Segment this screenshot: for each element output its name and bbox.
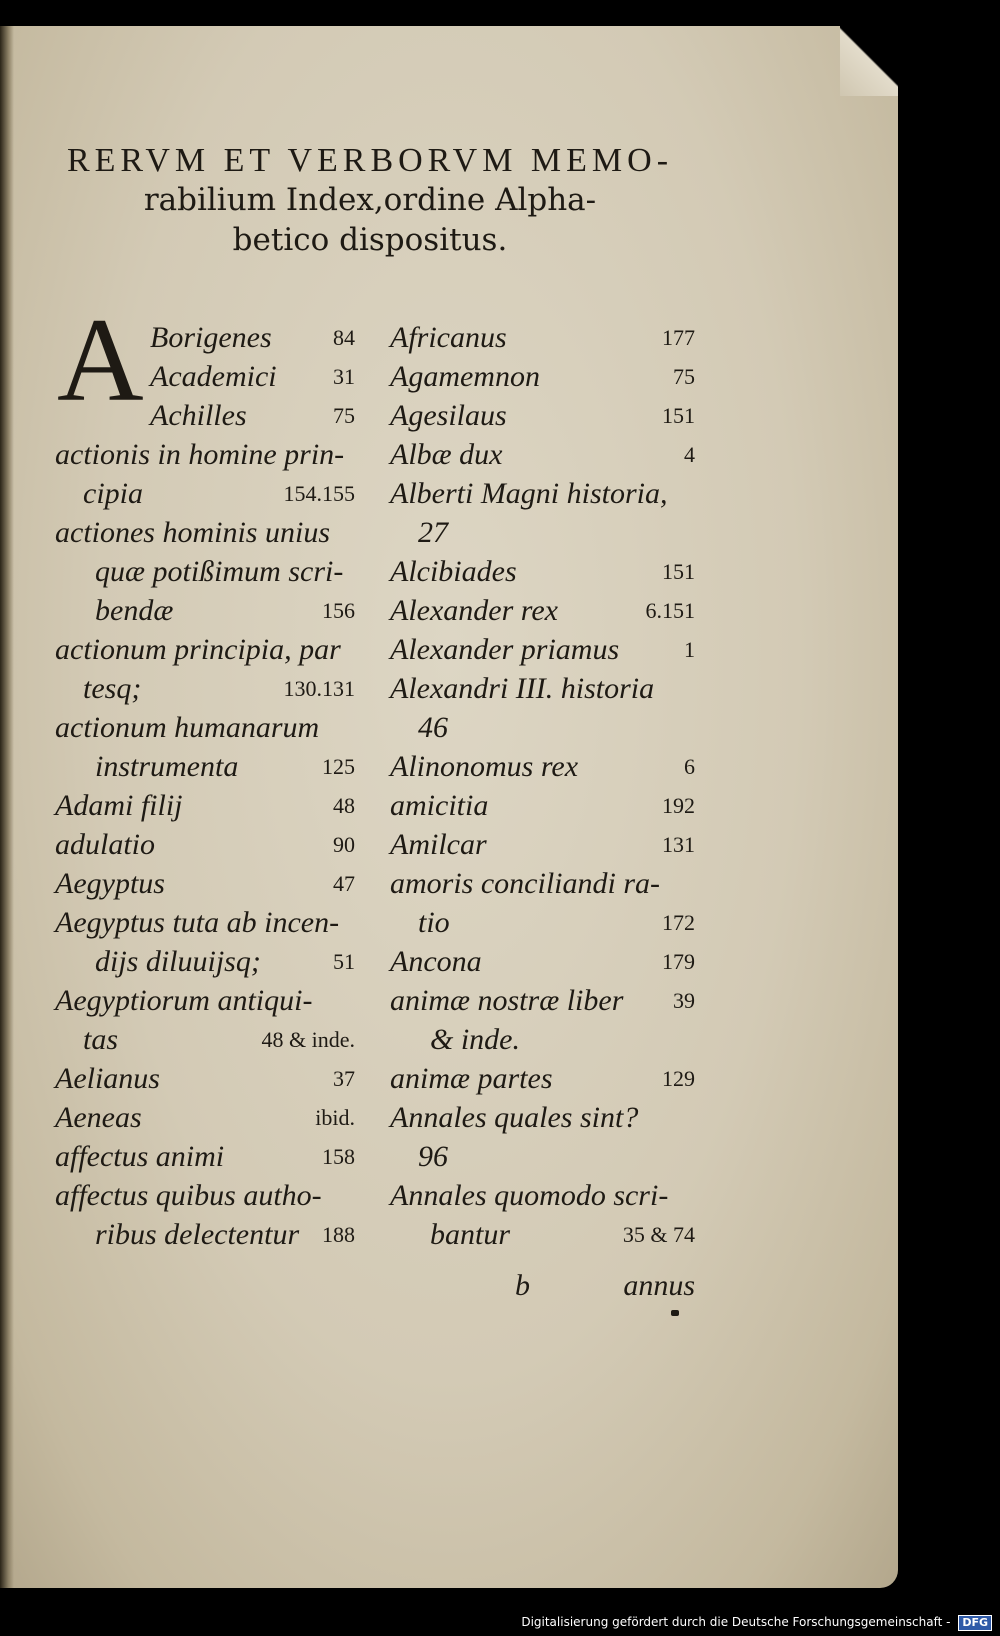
index-entry bbox=[55, 1176, 355, 1215]
entry-page-number: 37 bbox=[333, 1066, 355, 1091]
index-entry bbox=[390, 981, 695, 1020]
index-entry bbox=[55, 357, 355, 396]
entry-term: Ancona bbox=[390, 945, 482, 978]
entry-page-number: 31 bbox=[333, 364, 355, 389]
index-entry bbox=[55, 1020, 355, 1059]
entry-page-number: 151 bbox=[662, 559, 695, 584]
entry-term: affectus animi bbox=[55, 1140, 225, 1173]
entry-page-number: 90 bbox=[333, 832, 355, 857]
index-entry bbox=[390, 1098, 695, 1137]
entry-term: Borigenes bbox=[150, 321, 272, 354]
index-heading bbox=[40, 142, 700, 260]
entry-term: Annales quales sint? bbox=[390, 1101, 639, 1134]
index-entry bbox=[55, 981, 355, 1020]
index-entry bbox=[390, 591, 695, 630]
entry-term: Albæ dux bbox=[390, 438, 503, 471]
entry-page-number: 179 bbox=[662, 949, 695, 974]
entry-page-number: ibid. bbox=[315, 1105, 355, 1130]
entry-page-number: 130.131 bbox=[283, 676, 355, 701]
entry-term: Aegyptiorum antiqui- bbox=[55, 984, 313, 1017]
entry-term: bendæ bbox=[95, 594, 174, 627]
heading-line-3: betico dispositus. bbox=[232, 222, 508, 258]
drop-cap: A bbox=[57, 293, 144, 426]
entry-page-number: 154.155 bbox=[283, 481, 355, 506]
index-entry bbox=[55, 864, 355, 903]
entry-page-number: 84 bbox=[333, 325, 355, 350]
entry-term: Adami filij bbox=[55, 789, 183, 822]
entry-term: 46 bbox=[418, 711, 448, 744]
index-entry bbox=[390, 903, 695, 942]
index-entry bbox=[390, 669, 695, 708]
index-entry bbox=[55, 747, 355, 786]
entry-page-number: 131 bbox=[662, 832, 695, 857]
index-entry bbox=[55, 513, 355, 552]
entry-page-number: 151 bbox=[662, 403, 695, 428]
index-entry bbox=[55, 903, 355, 942]
index-entry bbox=[55, 396, 355, 435]
entry-page-number: 51 bbox=[333, 949, 355, 974]
entry-page-number: 47 bbox=[333, 871, 355, 896]
entry-term: Agamemnon bbox=[390, 360, 540, 393]
entry-term: actionum principia, par bbox=[55, 633, 341, 666]
index-entry bbox=[55, 942, 355, 981]
index-entry bbox=[55, 669, 355, 708]
entry-term: Achilles bbox=[150, 399, 247, 432]
index-entry bbox=[390, 630, 695, 669]
digitization-footer bbox=[521, 1612, 992, 1632]
entry-term: Aegyptus bbox=[55, 867, 165, 900]
index-column-left bbox=[55, 318, 355, 1254]
entry-term: amoris conciliandi ra- bbox=[390, 867, 660, 900]
ink-dot bbox=[671, 1310, 679, 1316]
entry-page-number: 75 bbox=[333, 403, 355, 428]
page-gutter-shadow bbox=[0, 26, 14, 1588]
index-entry bbox=[390, 1137, 695, 1176]
catchword: annus bbox=[623, 1269, 695, 1302]
entry-page-number: 177 bbox=[662, 325, 695, 350]
heading-line-2: rabilium Index,ordine Alpha- bbox=[143, 182, 597, 218]
entry-term: Alberti Magni historia, bbox=[390, 477, 668, 510]
index-entry bbox=[390, 747, 695, 786]
entry-term: bantur bbox=[430, 1218, 511, 1251]
index-entry bbox=[390, 825, 695, 864]
entry-term: Alexandri III. historia bbox=[390, 672, 655, 705]
entry-page-number: 48 bbox=[333, 793, 355, 818]
index-entry bbox=[55, 474, 355, 513]
index-entry bbox=[390, 435, 695, 474]
index-column-right bbox=[390, 318, 695, 1254]
entry-page-number: 48 & inde. bbox=[261, 1027, 355, 1052]
index-entry bbox=[390, 357, 695, 396]
entry-term: Alexander rex bbox=[390, 594, 558, 627]
entry-term: Academici bbox=[150, 360, 277, 393]
entry-page-number: 39 bbox=[673, 988, 695, 1013]
entry-term: affectus quibus autho- bbox=[55, 1179, 322, 1212]
index-entry bbox=[55, 318, 355, 357]
dfg-logo: DFG bbox=[958, 1615, 992, 1631]
entry-page-number: 1 bbox=[684, 637, 695, 662]
index-entry bbox=[55, 1098, 355, 1137]
entry-term: & inde. bbox=[430, 1023, 520, 1056]
index-entry bbox=[390, 786, 695, 825]
entry-page-number: 125 bbox=[322, 754, 355, 779]
entry-term: tas bbox=[83, 1023, 119, 1056]
entry-term: amicitia bbox=[390, 789, 489, 822]
page-bottom-line bbox=[390, 1266, 695, 1305]
entry-term: ribus delectentur bbox=[95, 1218, 300, 1251]
index-entry bbox=[390, 396, 695, 435]
index-entry bbox=[55, 1215, 355, 1254]
index-entry bbox=[390, 864, 695, 903]
entry-term: Africanus bbox=[390, 321, 507, 354]
index-entry bbox=[55, 630, 355, 669]
heading-line-1: RERVM ET VERBORVM MEMO- bbox=[66, 142, 674, 179]
index-entry bbox=[55, 435, 355, 474]
index-entry bbox=[390, 1020, 695, 1059]
index-entry bbox=[55, 825, 355, 864]
entry-term: tesq; bbox=[83, 672, 142, 705]
entry-term: cipia bbox=[83, 477, 143, 510]
entry-page-number: 6.151 bbox=[645, 598, 695, 623]
index-entry bbox=[390, 942, 695, 981]
signature-mark: b bbox=[515, 1269, 530, 1302]
entry-term: actionum humanarum bbox=[55, 711, 320, 744]
entry-term: adulatio bbox=[55, 828, 156, 861]
index-entry bbox=[390, 552, 695, 591]
index-entry bbox=[55, 1137, 355, 1176]
entry-term: Agesilaus bbox=[390, 399, 507, 432]
index-entry bbox=[390, 1215, 695, 1254]
index-entry bbox=[390, 708, 695, 747]
entry-page-number: 156 bbox=[322, 598, 355, 623]
entry-page-number: 192 bbox=[662, 793, 695, 818]
entry-page-number: 75 bbox=[673, 364, 695, 389]
index-entry bbox=[390, 1059, 695, 1098]
index-entry bbox=[55, 708, 355, 747]
entry-page-number: 158 bbox=[322, 1144, 355, 1169]
index-entry bbox=[55, 786, 355, 825]
entry-term: actionis in homine prin- bbox=[55, 438, 345, 471]
entry-term: animæ nostræ liber bbox=[390, 984, 624, 1017]
entry-term: Alcibiades bbox=[390, 555, 517, 588]
entry-term: dijs diluuijsq; bbox=[95, 945, 261, 978]
entry-term: Alexander priamus bbox=[390, 633, 620, 666]
entry-term: tio bbox=[418, 906, 450, 939]
entry-term: Aeneas bbox=[55, 1101, 142, 1134]
folded-corner bbox=[840, 26, 898, 96]
footer-text: Digitalisierung gefördert durch die Deutsche Forschungsgemeinschaft - bbox=[521, 1615, 951, 1629]
entry-page-number: 4 bbox=[684, 442, 695, 467]
index-entry bbox=[55, 552, 355, 591]
entry-term: Annales quomodo scri- bbox=[390, 1179, 669, 1212]
entry-page-number: 6 bbox=[684, 754, 695, 779]
entry-term: actiones hominis unius bbox=[55, 516, 330, 549]
index-entry bbox=[390, 474, 695, 513]
entry-term: Aelianus bbox=[55, 1062, 160, 1095]
entry-page-number: 35 & 74 bbox=[622, 1222, 695, 1247]
index-entry bbox=[390, 513, 695, 552]
entry-term: 27 bbox=[418, 516, 448, 549]
entry-term: animæ partes bbox=[390, 1062, 553, 1095]
entry-page-number: 129 bbox=[662, 1066, 695, 1091]
entry-term: instrumenta bbox=[95, 750, 239, 783]
entry-term: Alinonomus rex bbox=[390, 750, 579, 783]
index-entry bbox=[390, 1176, 695, 1215]
index-entry bbox=[55, 591, 355, 630]
entry-term: quæ potißimum scri- bbox=[95, 555, 344, 588]
index-entry bbox=[390, 318, 695, 357]
entry-term: 96 bbox=[418, 1140, 448, 1173]
entry-page-number: 188 bbox=[322, 1222, 355, 1247]
entry-term: Aegyptus tuta ab incen- bbox=[55, 906, 340, 939]
index-entry bbox=[55, 1059, 355, 1098]
entry-page-number: 172 bbox=[662, 910, 695, 935]
entry-term: Amilcar bbox=[390, 828, 487, 861]
